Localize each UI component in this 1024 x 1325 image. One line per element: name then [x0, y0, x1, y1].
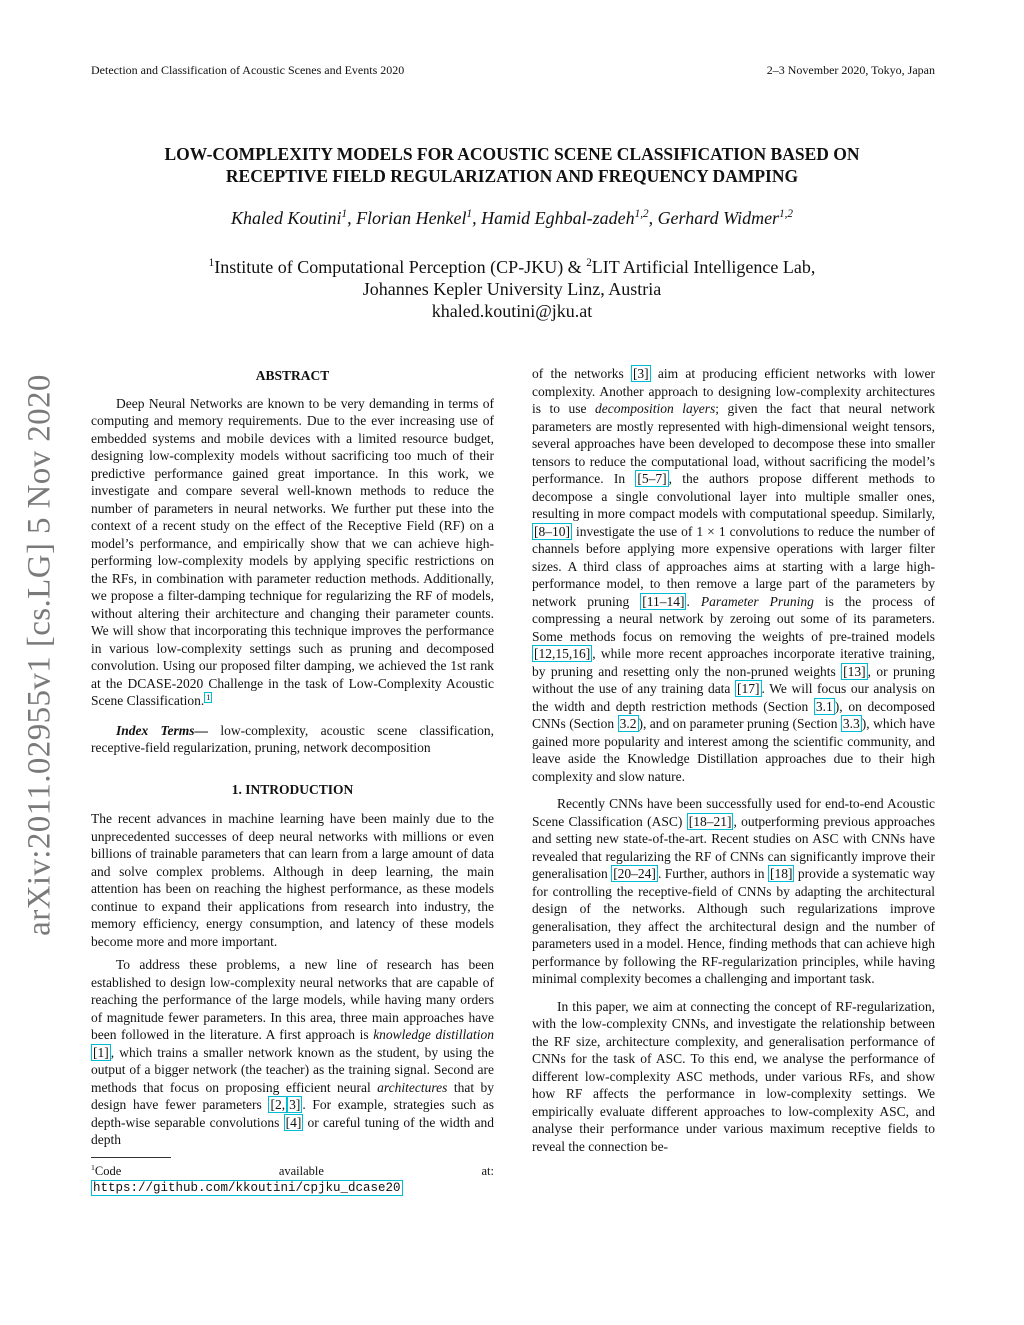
text-run: , the authors propose different methods to decompose a single convolutional layer into multiple smaller ones, resulting in more compact models with computational speedup. Similarly,: [532, 471, 936, 521]
title-line-2: RECEPTIVE FIELD REGULARIZATION AND FREQUENCY DAMPING: [225, 166, 799, 186]
emphasis: Parameter Pruning: [700, 593, 814, 609]
citation-link[interactable]: [18]: [769, 866, 793, 881]
author-name: Gerhard Widmer: [657, 208, 780, 228]
citation-link[interactable]: [4]: [285, 1114, 302, 1130]
citation-link[interactable]: [20–24]: [613, 866, 656, 881]
text-run: ), and on parameter pruning (Section: [638, 716, 841, 731]
text-run: that by design have fewer parameters: [91, 1079, 495, 1112]
author-name: Hamid Eghbal-zadeh: [481, 208, 635, 228]
emphasis: knowledge distillation: [373, 1027, 494, 1042]
text-run: provide a systematic way for controlling the receptive-field of CNNs by adapting the architectural design of the networks. Although such regularizations improve generalisation, they affect the architectural design and the number of parameters used in a model. Hence, finding methods that can achieve high performance by following the RF-regularization principles, while having minimal complexity becomes a challenging and important task.: [532, 866, 935, 986]
left-column: [91, 365, 494, 1155]
code-url-link[interactable]: https://github.com/kkoutini/cpjku_dcase20: [93, 1181, 401, 1195]
citation-link[interactable]: [3]: [632, 366, 649, 381]
author-affil-mark: 1: [341, 208, 348, 220]
text-run: ), on decomposed CNNs (Section: [532, 698, 935, 731]
section-link[interactable]: 3.3: [842, 716, 860, 731]
citation-link[interactable]: [8–10]: [534, 523, 570, 539]
affiliation-line-1: [60, 256, 964, 278]
index-terms-text: low-complexity, acoustic scene classification, receptive-field regularization, pruning, network decomposition: [91, 722, 494, 755]
section-link[interactable]: 3.2: [619, 716, 637, 731]
section-link[interactable]: 3.1: [815, 698, 833, 714]
affiliation-block: [60, 256, 964, 322]
text-run: To address these problems, a new line of research has been established to design low-complexity neural networks that are capable of reaching the performance of the large models, while having many orders of magnitude fewer parameters. In this area, three main approaches have been followed in the literature. A first approach is: [91, 957, 494, 1042]
text-run: , which trains a smaller network known as the student, by using the output of a bigger network (the teacher) as the training signal. Second are methods that focus on proposing efficient neural: [91, 1044, 494, 1095]
text-run: is the process of compressing a neural network by zeroing out some of its parameters. Some methods focus on removing the weights of pre-trained models: [532, 593, 936, 644]
right-paragraph-1: [532, 365, 935, 785]
text-run: ; given the fact that neural network parameters are mostly represented with high-dimensional weight tensors, several approaches have been developed to decompose these into smaller tensors to reduce the computational load, without sacrificing the model’s performance. In: [532, 401, 935, 486]
author-affil-mark: 1: [466, 208, 473, 220]
text-run: . We will focus our analysis on the width and depth restriction methods (Section: [532, 681, 936, 714]
text-run: ), which have gained more popularity and interest among the scientific community, and leave aside the Knowledge Distillation approaches due to their high complexity and slow nature.: [532, 716, 935, 784]
citation-link[interactable]: [17]: [737, 681, 760, 696]
title-line-1: LOW-COMPLEXITY MODELS FOR ACOUSTIC SCENE CLASSIFICATION BASED ON: [164, 144, 860, 164]
author-name: Florian Henkel: [356, 208, 467, 228]
text-run: , or pruning without the use of any training data: [532, 663, 935, 696]
author-affil-mark: 1,2: [634, 208, 649, 220]
emphasis: decomposition layers: [595, 401, 716, 416]
intro-paragraph-2: [91, 956, 494, 1149]
abstract-text: [91, 395, 494, 710]
text-run: , while more recent approaches incorporate iterative training, by pruning and resetting only the non-pruned weights: [532, 646, 935, 679]
running-header-right: 2–3 November 2020, Tokyo, Japan: [766, 63, 935, 77]
author-name: Khaled Koutini: [230, 208, 342, 228]
author-email: khaled.koutini@jku.at: [431, 301, 593, 321]
affiliation-part: LIT Artificial Intelligence Lab,: [591, 257, 816, 277]
text-run: .: [686, 593, 701, 609]
affiliation-line-2: Johannes Kepler University Linz, Austria: [362, 279, 662, 299]
section-heading-introduction: 1. INTRODUCTION: [231, 781, 354, 797]
paper-title: [60, 143, 964, 187]
text-run: of the networks: [532, 366, 631, 381]
citation-link[interactable]: 3]: [289, 1097, 301, 1112]
citation-link[interactable]: [13]: [843, 663, 866, 679]
footnote-rule: [91, 1157, 171, 1158]
abstract-body: Deep Neural Networks are known to be very demanding in terms of computing and memory requirements. Due to the ever increasing use of embedded systems and mobile devices with a limited resource budget, designing low-complexity models without sacrificing too much of their predictive performance gained great importance. In this work, we investigate and compare several well-known methods to reduce the number of parameters in neural networks. We further put these into the context of a recent study on the effect of the Receptive Field (RF) on a model’s performance, and empirically show that we can achieve high-performing low-complexity models by applying specific restrictions on the RFs, in combination with parameter reduction methods. Additionally, we propose a filter-damping technique for regularizing the RF of models, without altering their architecture and changing their parameter counts. We will show that incorporating this technique improves the performance in various low-complexity settings such as pruning and decomposed convolution. Using our proposed filter damping, we achieved the 1st rank at the DCASE-2020 Challenge in the task of Low-Complexity Acoustic Scene Classification.: [91, 395, 494, 708]
text-run: . For example, strategies such as depth-wise separable convolutions: [91, 1097, 495, 1130]
citation-link[interactable]: [1]: [93, 1044, 109, 1060]
citation-link[interactable]: [11–14]: [642, 593, 685, 609]
text-run: investigate the use of 1 × 1 convolutions to reduce the number of channels before applying more expensive operations with larger filter sizes. A third class of approaches aims at starting with a large high-performance model, to then remove a large part of the parameters by network pruning: [532, 523, 935, 609]
affil-mark: 2: [586, 257, 592, 269]
abstract-heading: ABSTRACT: [255, 368, 330, 383]
right-paragraph-2: [532, 795, 935, 988]
affil-mark: 1: [208, 257, 215, 269]
footnote-mark: 1: [91, 1162, 95, 1172]
running-header-left: Detection and Classification of Acoustic Scenes and Events 2020: [91, 63, 405, 77]
text-run: Recently CNNs have been successfully used for end-to-end Acoustic Scene Classification (ASC): [532, 796, 935, 829]
arxiv-stamp: arXiv:2011.02955v1 [cs.LG] 5 Nov 2020: [21, 374, 58, 936]
affiliation-part: Institute of Computational Perception (CP-JKU) &: [214, 257, 587, 277]
index-terms-label: Index Terms—: [115, 722, 209, 738]
author-affil-mark: 1,2: [779, 208, 794, 220]
text-run: , outperforming previous approaches and setting new state-of-the-art. Recent studies on ASC with CNNs have revealed that regularizing the RF of CNNs can significantly improve their generalisation: [532, 813, 935, 881]
citation-link[interactable]: [5–7]: [637, 471, 667, 486]
footnote: [91, 1163, 494, 1196]
author-list: Khaled Koutini$^1$, Florian Henkel$^1$, Hamid Eghbal-zadeh$^{1,2}$, Gerhard Widmer$^{1,2}$: [230, 208, 794, 228]
intro-paragraph-1: The recent advances in machine learning have been mainly due to the unprecedented successes of deep neural networks with millions or even billions of trainable parameters that can learn from a large amount of data and solve complex problems. Although in deep learning, the main attention has been on reaching the highest performance, as these models continue to expand their applications from research into industry, the memory efficiency, energy consumption, and latency of these models become more and more important.: [91, 811, 494, 949]
right-paragraph-3: In this paper, we aim at connecting the concept of RF-regularization, with the low-complexity CNNs, and investigate the relationship between the RF size, architecture complexity, and generalisation performance of CNNs for the task of ASC. To this end, we analyse the performance of different low-complexity ASC methods, under various RFs, and show how RF affects the performance in low-complexity settings. We empirically evaluate different approaches to low-complexity ASC, and analyse their performance under various maximum receptive fields to reveal the connection be-: [532, 998, 935, 1154]
footnote-text: Code available at:: [94, 1164, 494, 1178]
right-column: [532, 365, 935, 1161]
text-run: or careful tuning of the width and depth: [91, 1114, 494, 1147]
text-run: aim at producing efficient networks with lower complexity. Another approach to designing low-complexity architectures is to use: [532, 366, 935, 416]
footnote-ref[interactable]: 1: [206, 692, 211, 702]
citation-link[interactable]: [18–21]: [688, 813, 732, 829]
text-run: . Further, authors in: [657, 866, 768, 881]
citation-link[interactable]: [2,: [270, 1097, 286, 1112]
index-terms: [91, 722, 494, 757]
emphasis: architectures: [377, 1079, 448, 1095]
citation-link[interactable]: [12,15,16]: [534, 646, 591, 661]
